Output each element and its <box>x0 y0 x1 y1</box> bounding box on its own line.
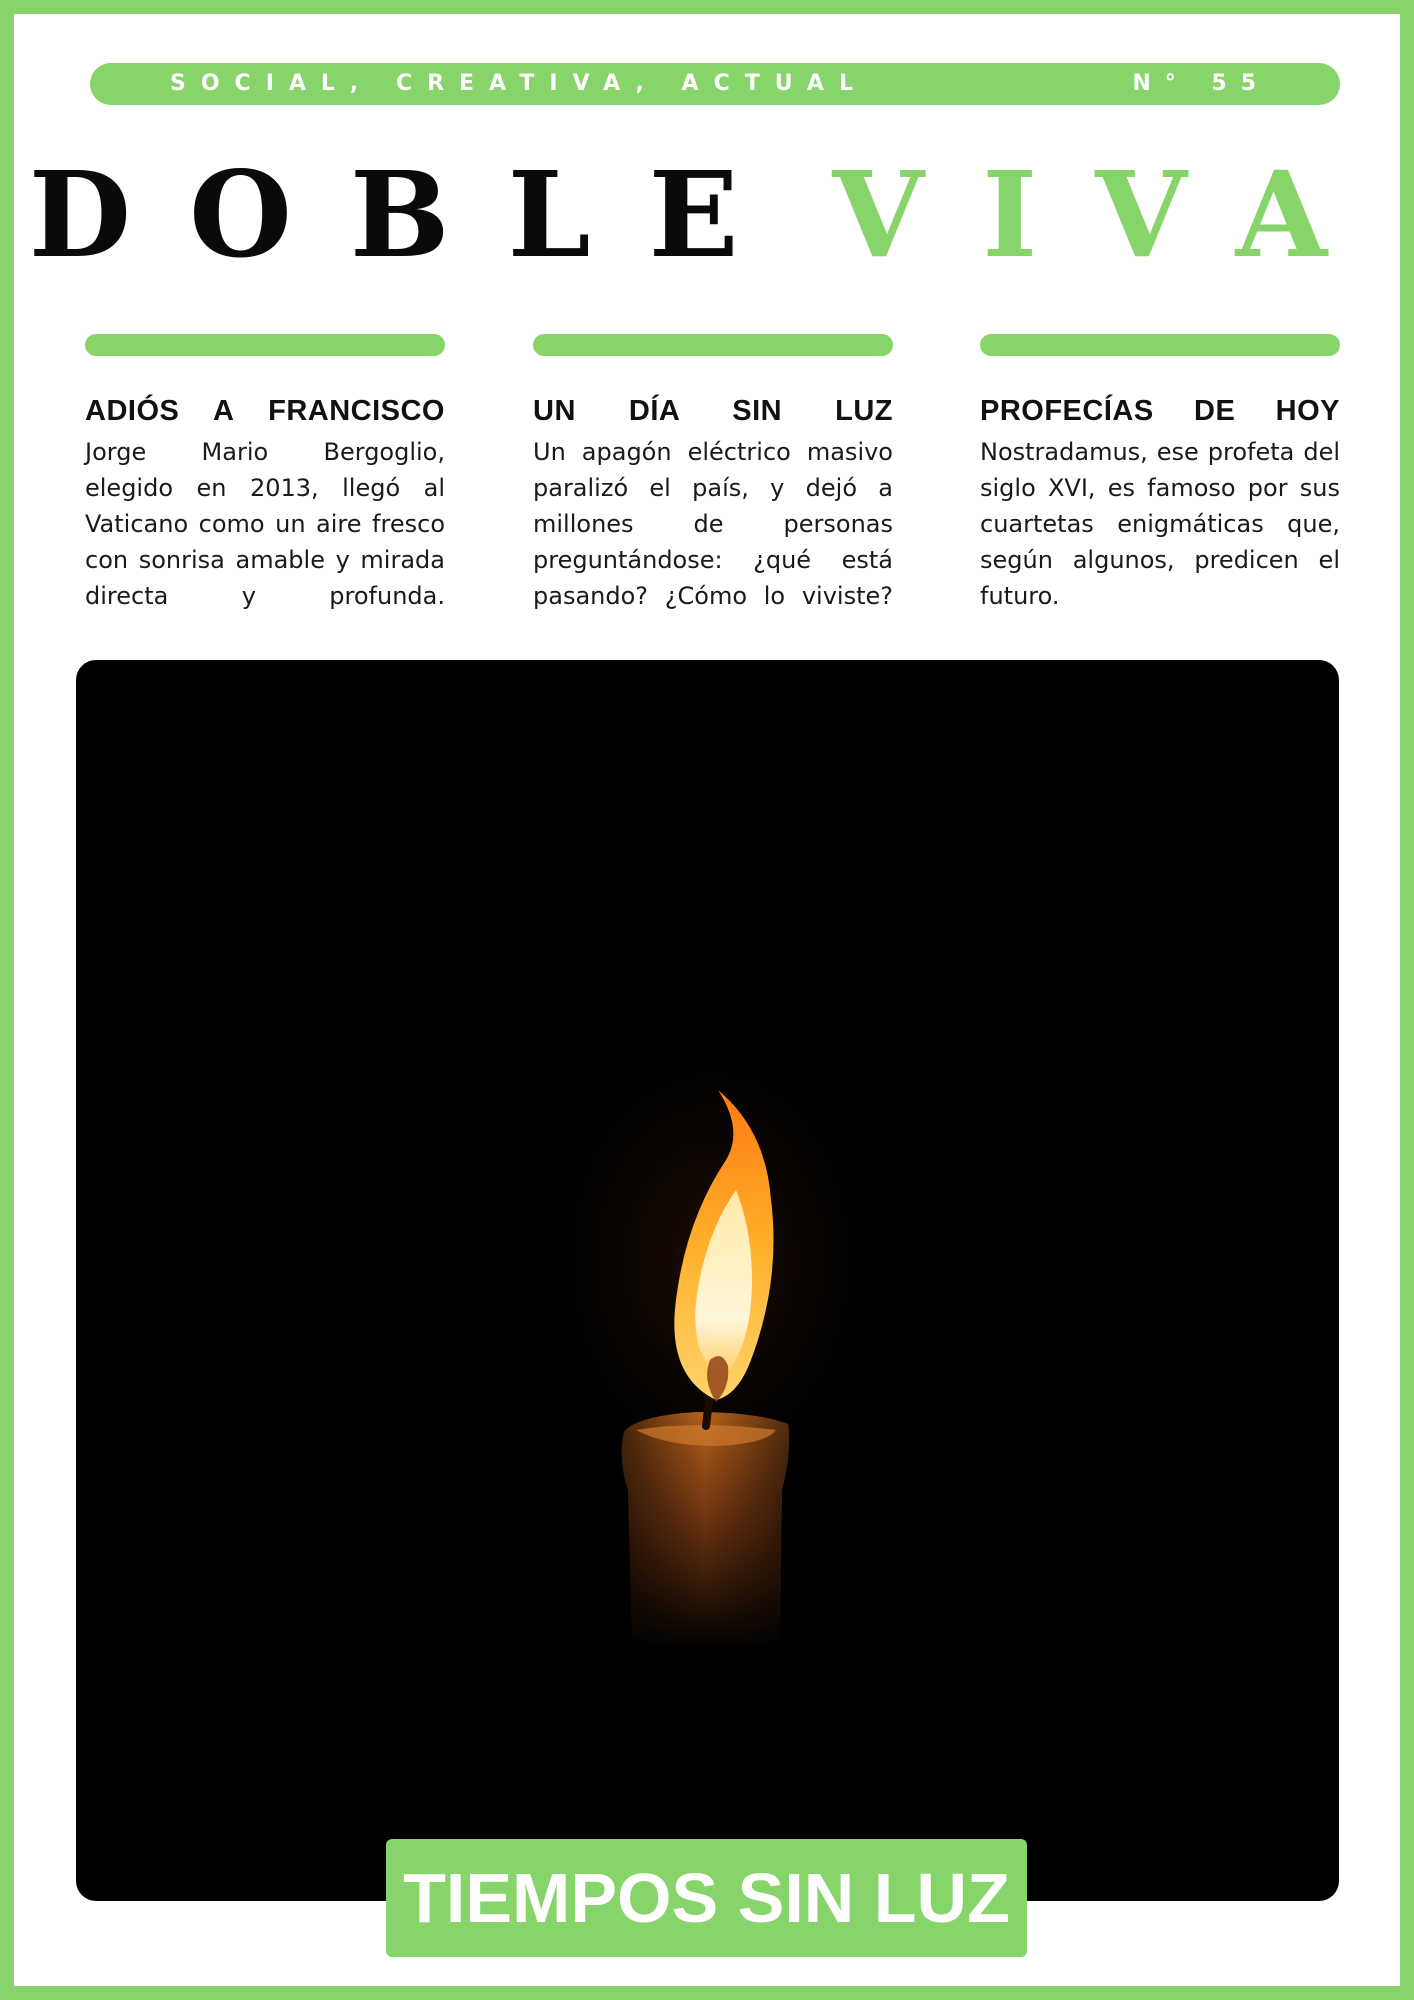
cover-headline-banner <box>386 1839 1027 1957</box>
candle-flame-icon <box>76 660 1339 1901</box>
article-summary: Un apagón eléctrico masivo paralizó el país, y dejó a millones de personas preguntándose: ¿qué está pasando? ¿Cómo lo viviste? <box>533 438 893 610</box>
tagline: SOCIAL, CREATIVA, ACTUAL <box>170 71 868 96</box>
article-title: ADIÓS A FRANCISCO <box>85 395 445 427</box>
article-summary: Nostradamus, ese profeta del siglo XVI, es famoso por sus cuartetas enigmáticas que, según algunos, predicen el futuro. <box>980 438 1340 610</box>
masthead-word-viva: VIVA <box>832 145 1386 284</box>
article-title: PROFECÍAS DE HOY <box>980 395 1340 427</box>
masthead-word-doble: DOBLE <box>28 145 797 284</box>
article-column-1 <box>85 334 445 614</box>
article-column-2 <box>533 334 893 614</box>
issue-number: N° 55 <box>1132 71 1270 96</box>
tagline-bar <box>90 63 1340 105</box>
cover-photo <box>76 660 1339 1901</box>
article-title: UN DÍA SIN LUZ <box>533 395 893 427</box>
article-summary: Jorge Mario Bergoglio, elegido en 2013, llegó al Vaticano como un aire fresco con sonrisa amable y mirada directa y profunda. <box>85 438 445 610</box>
article-column-3 <box>980 334 1340 614</box>
cover-headline: TIEMPOS SIN LUZ <box>403 1859 1010 1937</box>
column-accent-bar <box>980 334 1340 356</box>
column-accent-bar <box>85 334 445 356</box>
column-accent-bar <box>533 334 893 356</box>
masthead-title <box>0 140 1414 290</box>
